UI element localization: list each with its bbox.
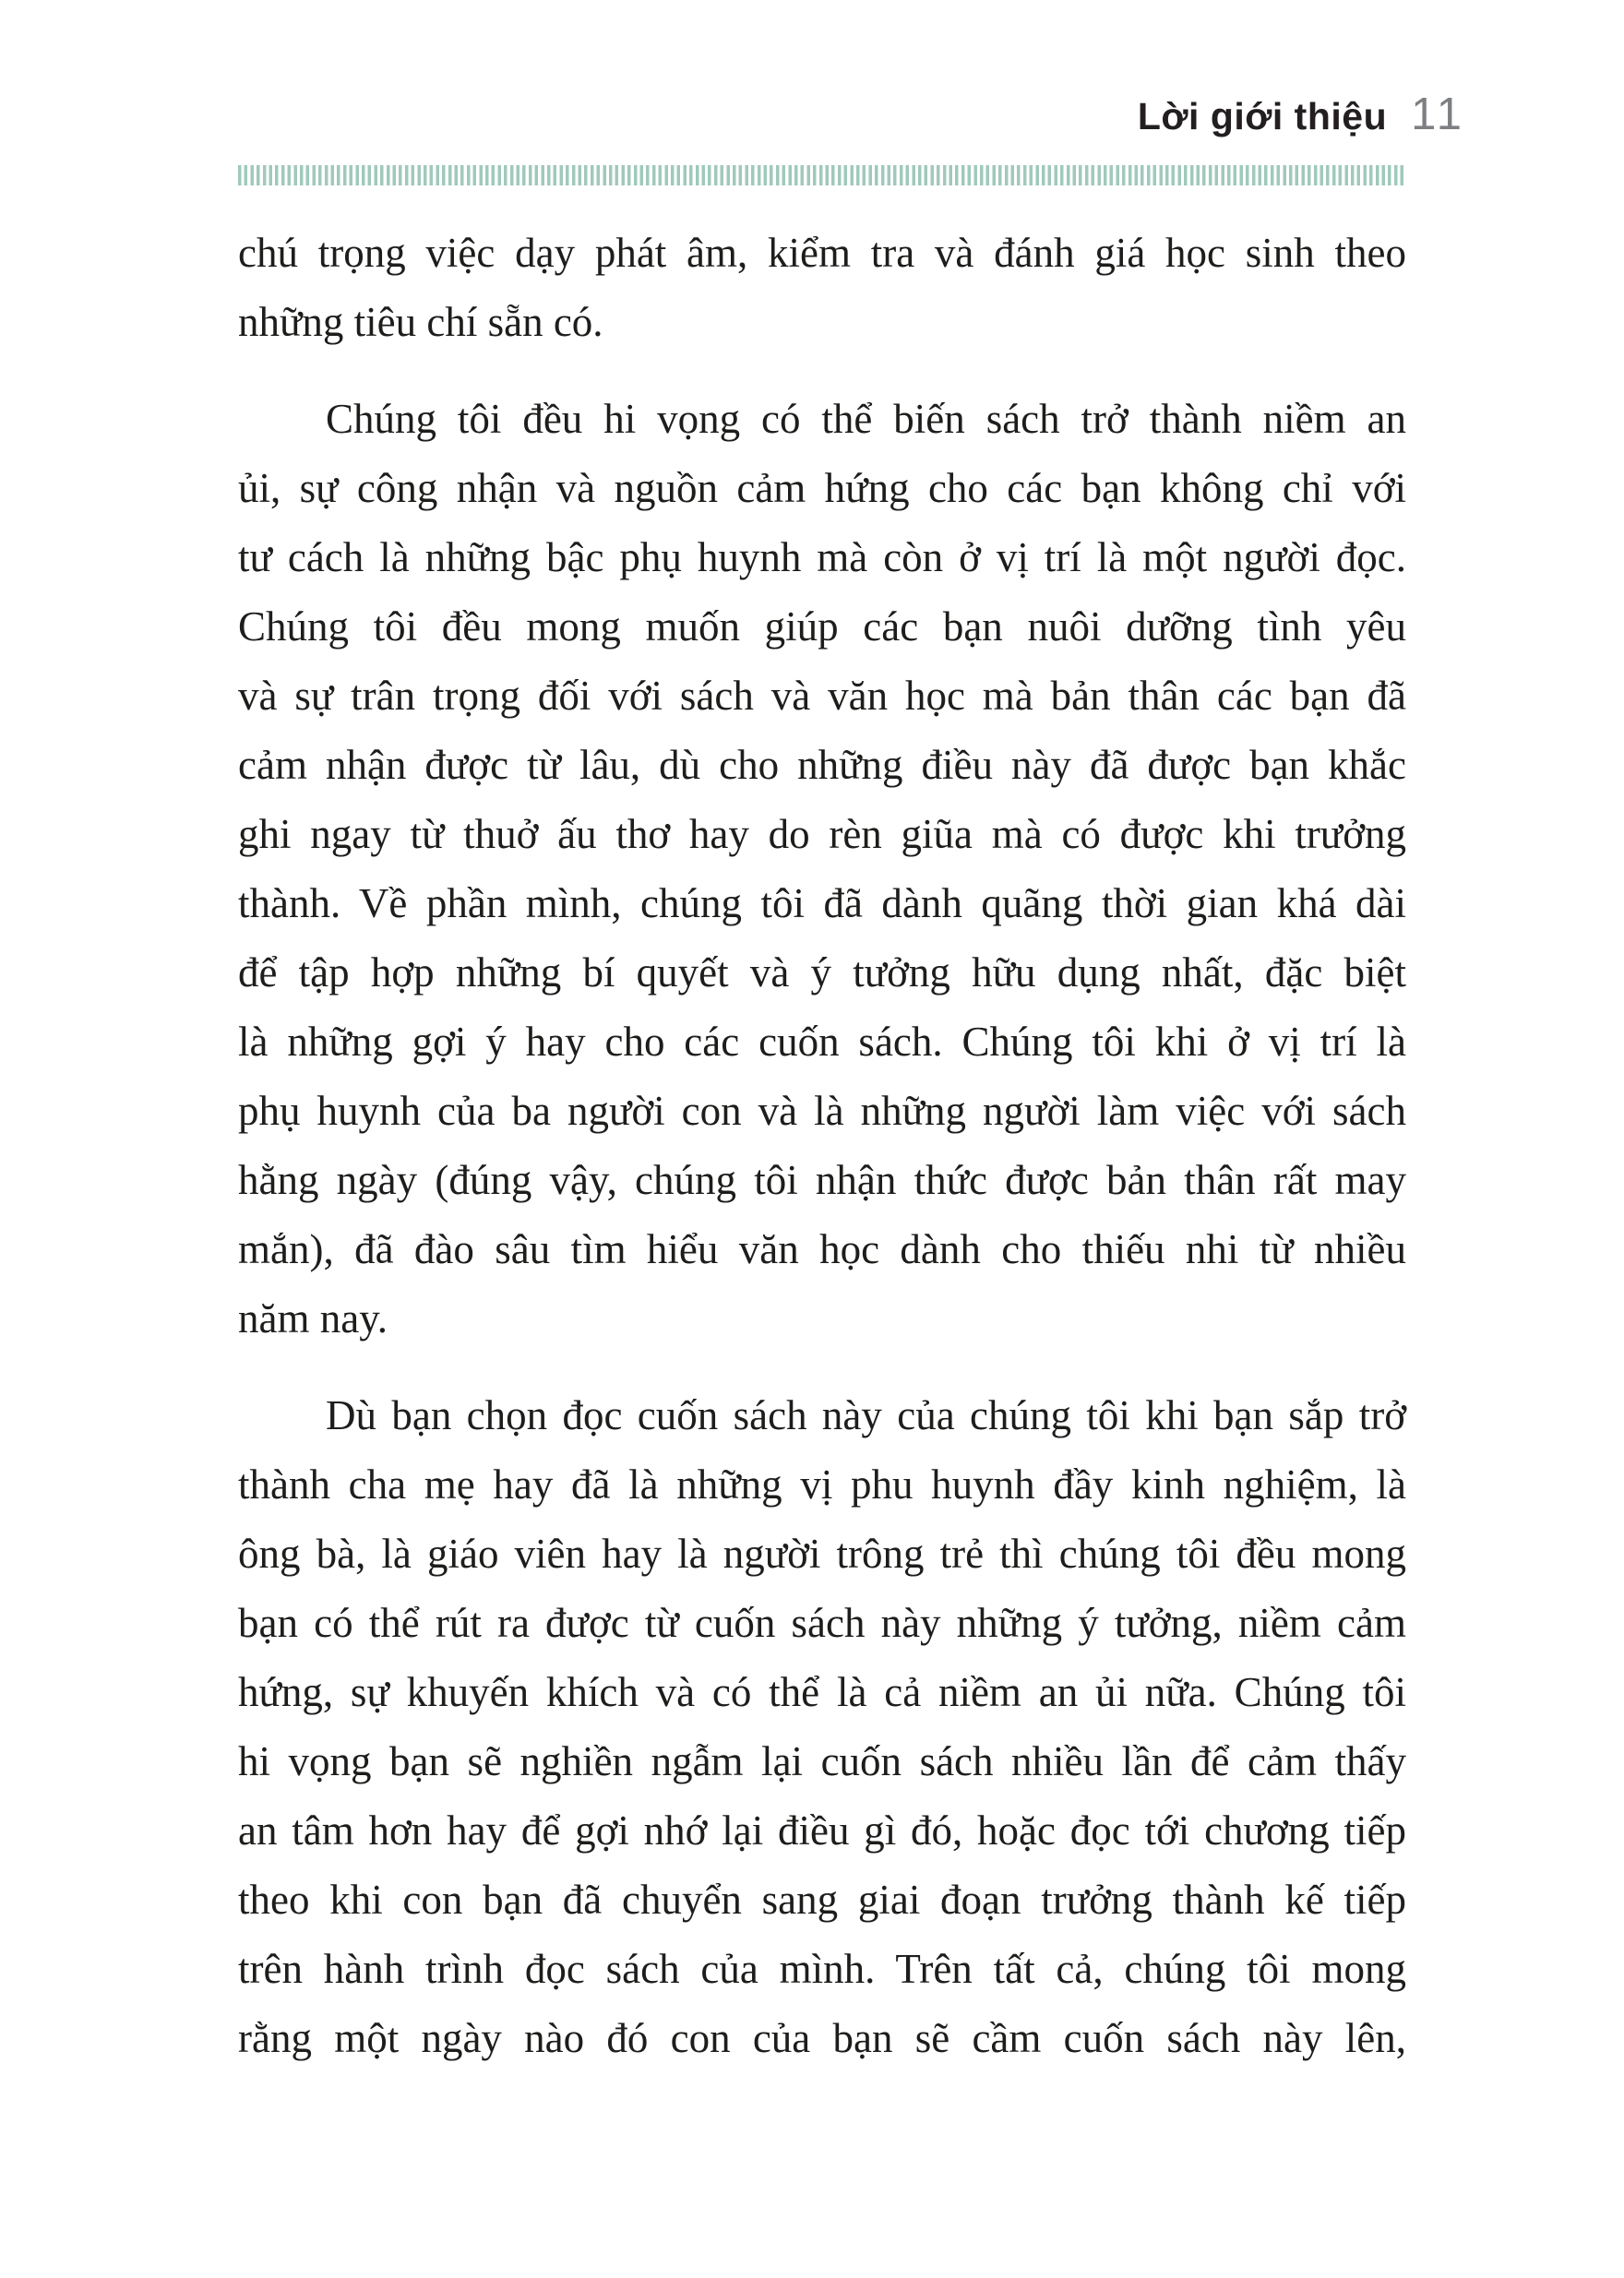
- text-line: cảm nhận được từ lâu, dù cho những điều này đã được bạn khắc: [238, 742, 1406, 788]
- text-line: năm nay.: [238, 1295, 388, 1342]
- text-line: Chúng tôi đều hi vọng có thể biến sách trở thành niềm an: [326, 396, 1406, 442]
- running-header: [1138, 89, 1465, 140]
- text-line: những tiêu chí sẵn có.: [238, 299, 603, 345]
- text-line: tư cách là những bậc phụ huynh mà còn ở vị trí là một người đọc.: [238, 534, 1406, 580]
- text-line: phụ huynh của ba người con và là những người làm việc với sách: [238, 1088, 1406, 1134]
- text-line: ông bà, là giáo viên hay là người trông trẻ thì chúng tôi đều mong: [238, 1531, 1406, 1577]
- text-line: để tập hợp những bí quyết và ý tưởng hữu dụng nhất, đặc biệt: [238, 949, 1406, 996]
- text-line: an tâm hơn hay để gợi nhớ lại điều gì đó, hoặc đọc tới chương tiếp: [238, 1807, 1406, 1854]
- text-line: hi vọng bạn sẽ nghiền ngẫm lại cuốn sách nhiều lần để cảm thấy: [238, 1738, 1406, 1784]
- text-line: ghi ngay từ thuở ấu thơ hay do rèn giũa mà có được khi trưởng: [238, 811, 1406, 857]
- body-text: [238, 219, 1406, 2073]
- text-line: rằng một ngày nào đó con của bạn sẽ cầm cuốn sách này lên,: [238, 2015, 1406, 2061]
- paragraph: [238, 219, 1406, 357]
- decorative-stripe-rule: [238, 165, 1406, 185]
- text-line: thành. Về phần mình, chúng tôi đã dành quãng thời gian khá dài: [238, 880, 1406, 926]
- text-line: thành cha mẹ hay đã là những vị phu huynh đầy kinh nghiệm, là: [238, 1461, 1406, 1508]
- paragraph: [238, 1381, 1406, 2073]
- section-title: Lời giới thiệu: [1137, 95, 1388, 137]
- text-line: chú trọng việc dạy phát âm, kiểm tra và đánh giá học sinh theo: [238, 230, 1406, 276]
- text-line: hứng, sự khuyến khích và có thể là cả niềm an ủi nữa. Chúng tôi: [238, 1669, 1406, 1715]
- text-line: trên hành trình đọc sách của mình. Trên tất cả, chúng tôi mong: [238, 1946, 1406, 1992]
- text-line: ủi, sự công nhận và nguồn cảm hứng cho các bạn không chỉ với: [238, 465, 1406, 511]
- text-line: theo khi con bạn đã chuyển sang giai đoạn trưởng thành kế tiếp: [238, 1877, 1406, 1923]
- text-line: mắn), đã đào sâu tìm hiểu văn học dành cho thiếu nhi từ nhiều: [238, 1226, 1406, 1272]
- paragraph: [238, 385, 1406, 1354]
- text-line: là những gợi ý hay cho các cuốn sách. Chúng tôi khi ở vị trí là: [238, 1019, 1406, 1065]
- page-number: 11: [1411, 89, 1465, 139]
- text-line: bạn có thể rút ra được từ cuốn sách này những ý tưởng, niềm cảm: [238, 1600, 1406, 1646]
- text-line: hằng ngày (đúng vậy, chúng tôi nhận thức được bản thân rất may: [238, 1157, 1406, 1203]
- text-line: Dù bạn chọn đọc cuốn sách này của chúng tôi khi bạn sắp trở: [326, 1392, 1406, 1438]
- text-line: và sự trân trọng đối với sách và văn học mà bản thân các bạn đã: [238, 673, 1406, 719]
- text-line: Chúng tôi đều mong muốn giúp các bạn nuôi dưỡng tình yêu: [238, 603, 1406, 650]
